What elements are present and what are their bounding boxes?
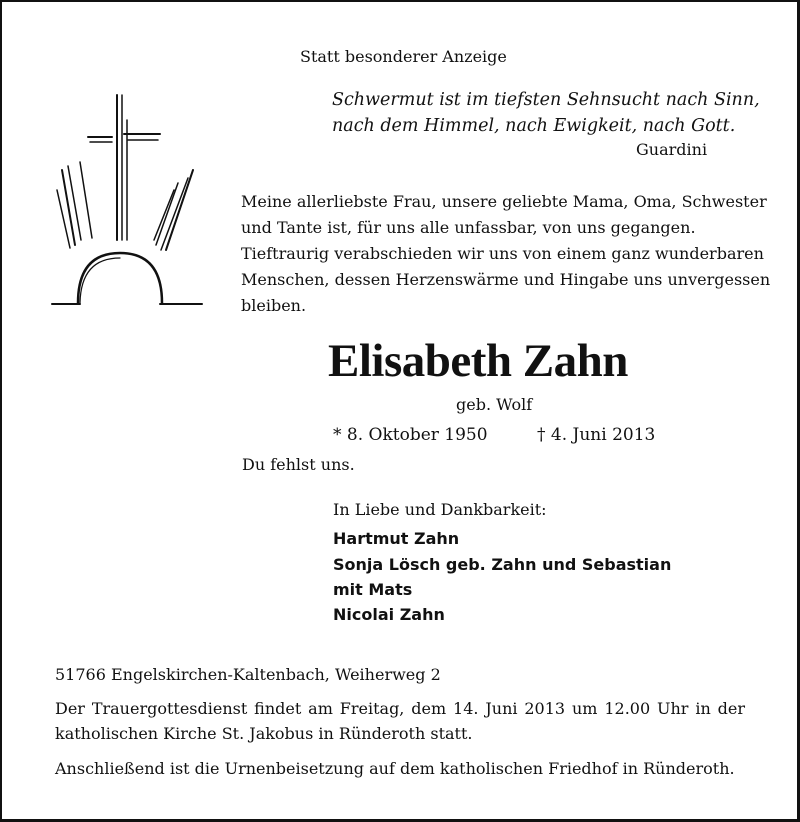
service-line-3: Anschließend ist die Urnenbeisetzung auf dem katholischen Friedhof in Ründeroth.: [55, 759, 735, 778]
quote-line-2: nach dem Himmel, nach Ewigkeit, nach Gott.: [332, 116, 736, 136]
mourner-name: Hartmut Zahn: [333, 529, 460, 548]
mourner-name: Sonja Lösch geb. Zahn und Sebastian: [333, 555, 672, 574]
death-date: † 4. Juni 2013: [537, 425, 656, 445]
message-line: bleiben.: [241, 296, 307, 315]
quote-line-1: Schwermut ist im tiefsten Sehnsucht nach Sinn,: [332, 90, 760, 110]
service-line-2: katholischen Kirche St. Jakobus in Ründeroth statt.: [55, 724, 473, 743]
message-line: und Tante ist, für uns alle unfassbar, von uns gegangen.: [241, 218, 696, 237]
family-address: 51766 Engelskirchen-Kaltenbach, Weiherweg 2: [55, 665, 441, 684]
service-line-1: Der Trauergottesdienst findet am Freitag, dem 14. Juni 2013 um 12.00 Uhr in der: [55, 699, 745, 718]
message-line: Menschen, dessen Herzenswärme und Hingabe uns unvergessen: [241, 270, 771, 289]
mourner-name: Nicolai Zahn: [333, 605, 445, 624]
maiden-name: geb. Wolf: [456, 395, 533, 414]
farewell-text: Du fehlst uns.: [242, 455, 355, 474]
message-line: Meine allerliebste Frau, unsere geliebte Mama, Oma, Schwester: [241, 192, 767, 211]
quote-author: Guardini: [636, 140, 708, 159]
cross-sunrise-icon: [50, 90, 210, 320]
birth-date: * 8. Oktober 1950: [333, 425, 488, 445]
notice-heading: Statt besonderer Anzeige: [300, 47, 507, 66]
mourners-intro: In Liebe und Dankbarkeit:: [333, 500, 547, 519]
message-line: Tieftraurig verabschieden wir uns von einem ganz wunderbaren: [241, 244, 764, 263]
mourner-name: mit Mats: [333, 580, 413, 599]
deceased-name: Elisabeth Zahn: [328, 335, 628, 387]
